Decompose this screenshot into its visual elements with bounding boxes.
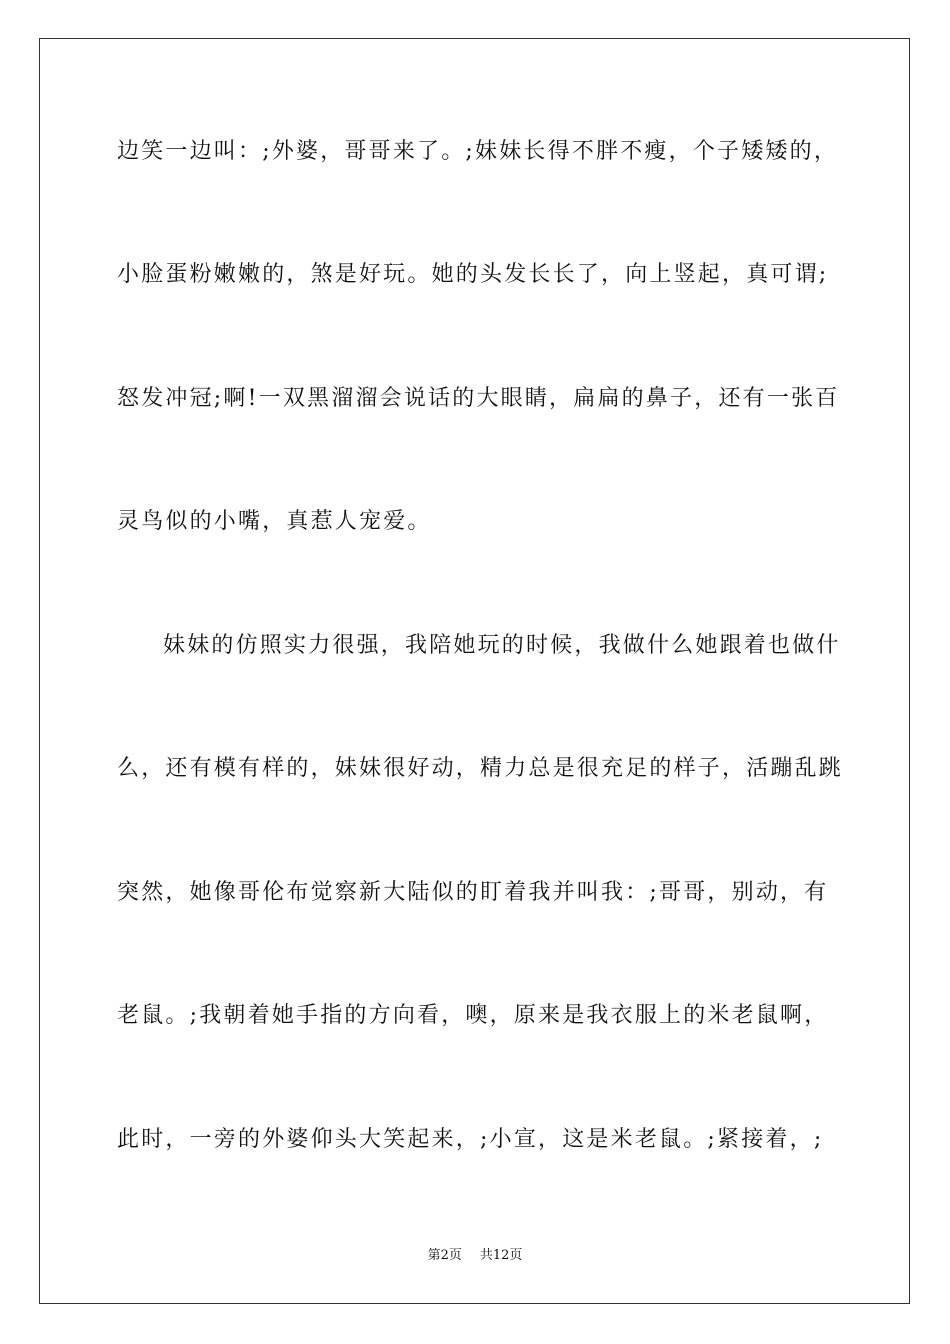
text-line-6: 么，还有模有样的，妹妹很好动，精力总是很充足的样子，活蹦乱跳	[117, 756, 844, 781]
page-total: 共12页	[479, 1248, 523, 1263]
page-footer	[0, 1247, 950, 1265]
text-line-1: 边笑一边叫：;外婆，哥哥来了。;妹妹长得不胖不瘦，个子矮矮的，	[117, 139, 839, 164]
page-number: 第2页	[427, 1248, 462, 1263]
text-line-7: 突然，她像哥伦布觉察新大陆似的盯着我并叫我：;哥哥，别动，有	[117, 880, 829, 905]
text-line-5: 妹妹的仿照实力很强，我陪她玩的时候，我做什么她跟着也做什	[163, 633, 841, 658]
page-border	[39, 38, 910, 1304]
text-line-9: 此时，一旁的外婆仰头大笑起来，;小宣，这是米老鼠。;紧接着，;	[117, 1127, 824, 1152]
text-line-2: 小脸蛋粉嫩嫩的，煞是好玩。她的头发长长了，向上竖起，真可谓;	[117, 262, 829, 287]
text-line-4: 灵鸟似的小嘴，真惹人宠爱。	[117, 509, 432, 534]
text-line-3: 怒发冲冠;啊!一双黑溜溜会说话的大眼睛，扁扁的鼻子，还有一张百	[117, 386, 840, 411]
text-line-8: 老鼠。;我朝着她手指的方向看，噢，原来是我衣服上的米老鼠啊，	[117, 1003, 829, 1028]
